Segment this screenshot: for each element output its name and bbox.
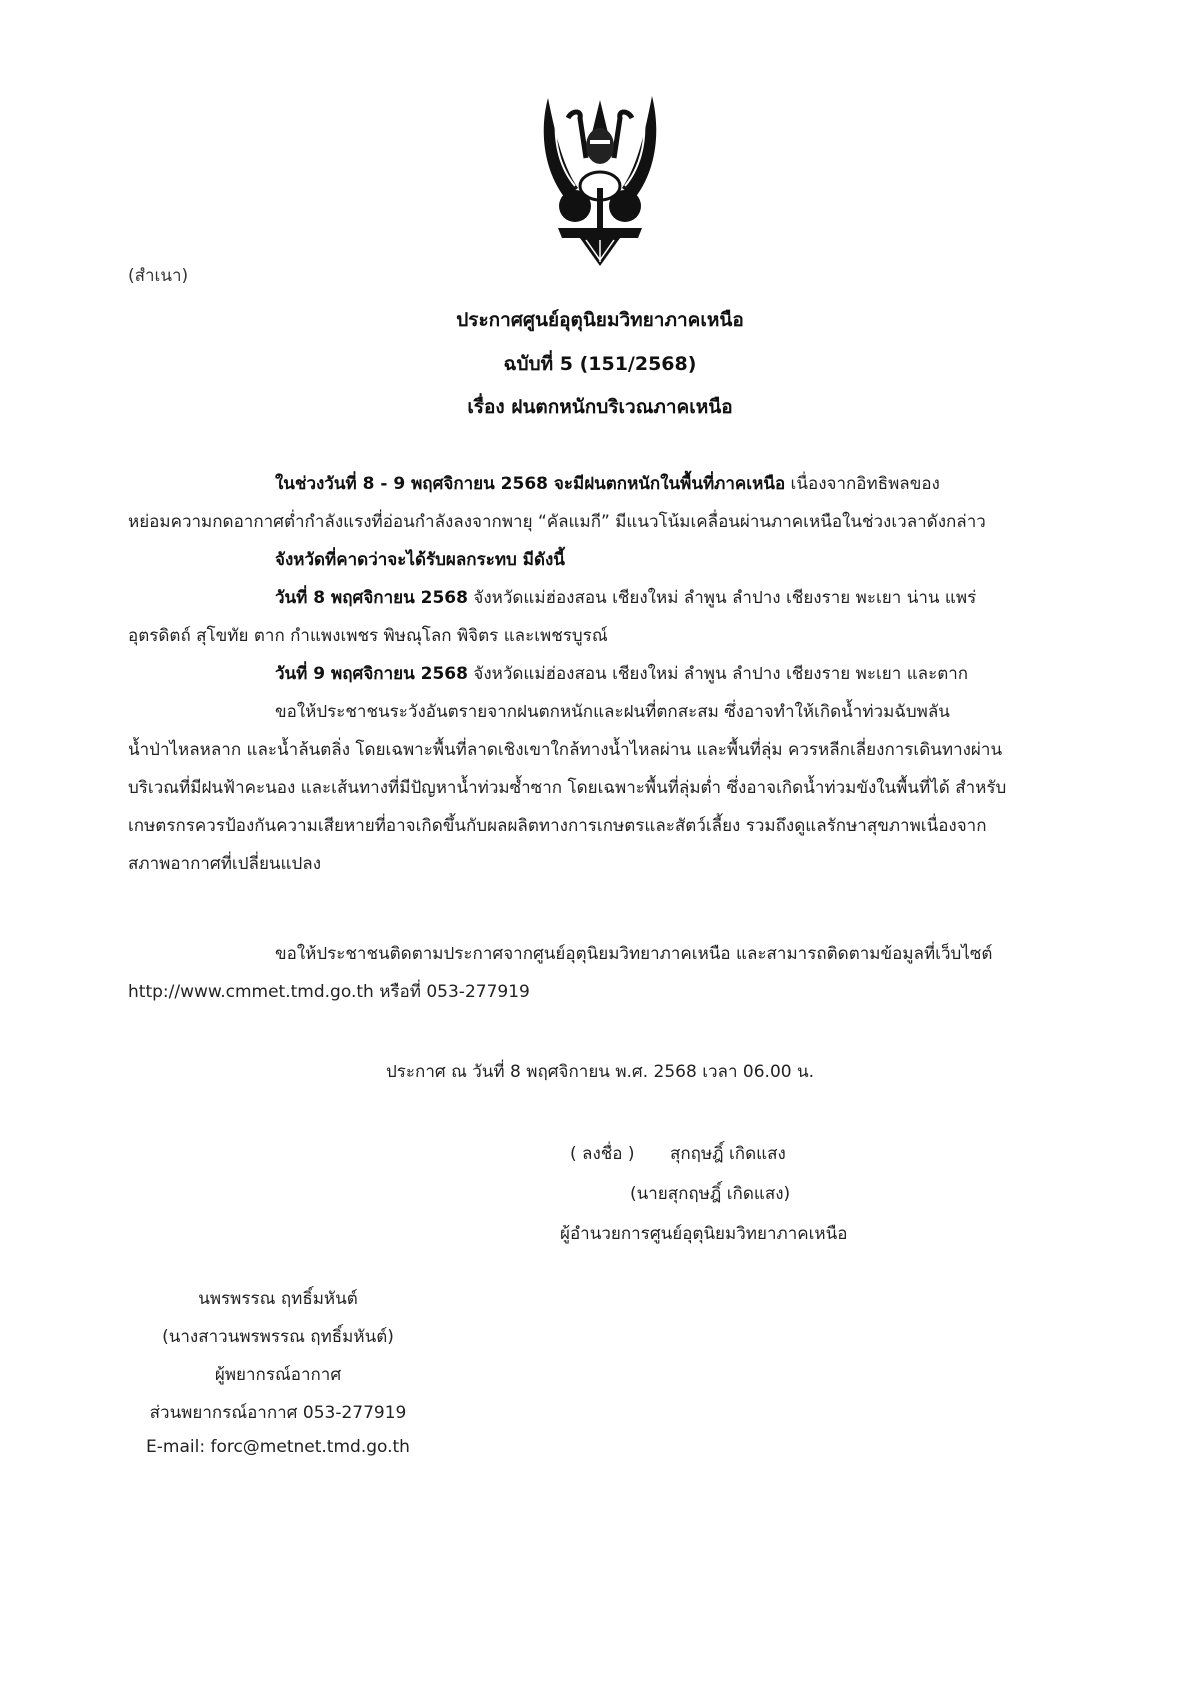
- day2-label: วันที่ 9 พฤศจิกายน 2568: [275, 664, 468, 684]
- day2-line: [275, 660, 968, 687]
- intro-rest: เนื่องจากอิทธิพลของ: [785, 474, 940, 494]
- warning-line: บริเวณที่มีฝนฟ้าคะนอง และเส้นทางที่มีปัญหาน้ำท่วมซ้ำซาก โดยเฉพาะพื้นที่ลุ่มต่ำ ซึ่งอาจเกิดน้ำท่วมขังในพื้นที่ได้ สำหรับ: [128, 778, 1007, 798]
- signer-full-name: (นายสุกฤษฎิ์ เกิดแสง): [630, 1184, 791, 1204]
- garuda-emblem-icon: [520, 88, 680, 268]
- affected-heading: จังหวัดที่คาดว่าจะได้รับผลกระทบ มีดังนี้: [275, 550, 565, 570]
- website-link[interactable]: http://www.cmmet.tmd.go.th: [128, 982, 374, 1002]
- announcement-title: ประกาศศูนย์อุตุนิยมวิทยาภาคเหนือ: [456, 309, 744, 331]
- forecaster-full-name: (นางสาวนพรพรรณ ฤทธิ์มหันต์): [162, 1327, 394, 1347]
- forecaster-role: ผู้พยากรณ์อากาศ: [214, 1365, 342, 1385]
- day1-provinces: จังหวัดแม่ฮ่องสอน เชียงใหม่ ลำพูน ลำปาง เชียงราย พะเยา น่าน แพร่: [467, 588, 977, 608]
- intro-line-1: [275, 470, 940, 497]
- forecaster-name: นพรพรรณ ฤทธิ์มหันต์: [198, 1289, 358, 1309]
- day2-provinces: จังหวัดแม่ฮ่องสอน เชียงใหม่ ลำพูน ลำปาง เชียงราย พะเยา และตาก: [467, 664, 969, 684]
- forecaster-department-phone: ส่วนพยากรณ์อากาศ 053-277919: [149, 1403, 407, 1423]
- signer-position: ผู้อำนวยการศูนย์อุตุนิยมวิทยาภาคเหนือ: [560, 1224, 848, 1244]
- signed-label: ( ลงชื่อ ): [570, 1144, 635, 1164]
- phone-text: หรือที่ 053-277919: [373, 982, 530, 1002]
- intro-line-2: หย่อมความกดอากาศต่ำกำลังแรงที่อ่อนกำลังลงจากพายุ “คัลแมกี” มีแนวโน้มเคลื่อนผ่านภาคเหนือในช่วงเวลาดังกล่าว: [128, 512, 986, 532]
- follow-line: ขอให้ประชาชนติดตามประกาศจากศูนย์อุตุนิยมวิทยาภาคเหนือ และสามารถติดตามข้อมูลที่เว็บไซต์: [275, 944, 993, 964]
- announcement-number: ฉบับที่ 5 (151/2568): [503, 353, 697, 375]
- intro-bold: ในช่วงวันที่ 8 - 9 พฤศจิกายน 2568 จะมีฝนตกหนักในพื้นที่ภาคเหนือ: [275, 474, 786, 494]
- warning-line: สภาพอากาศที่เปลี่ยนแปลง: [128, 854, 321, 874]
- day1-line: [275, 584, 976, 611]
- warning-line: น้ำป่าไหลหลาก และน้ำล้นตลิ่ง โดยเฉพาะพื้นที่ลาดเชิงเขาใกล้ทางน้ำไหลผ่าน และพื้นที่ลุ่ม ควรหลีกเลี่ยงการเดินทางผ่าน: [128, 740, 1003, 760]
- day1-label: วันที่ 8 พฤศจิกายน 2568: [275, 588, 468, 608]
- copy-mark: (สำเนา): [128, 266, 189, 286]
- warning-line: ขอให้ประชาชนระวังอันตรายจากฝนตกหนักและฝนที่ตกสะสม ซึ่งอาจทำให้เกิดน้ำท่วมฉับพลัน: [275, 702, 950, 722]
- signed-name: สุกฤษฎิ์ เกิดแสง: [670, 1144, 786, 1164]
- forecaster-email[interactable]: E-mail: forc@metnet.tmd.go.th: [146, 1437, 410, 1457]
- warning-line: เกษตรกรควรป้องกันความเสียหายที่อาจเกิดขึ้นกับผลผลิตทางการเกษตรและสัตว์เลี้ยง รวมถึงดูแลรักษาสุขภาพเนื่องจาก: [128, 816, 987, 836]
- issued-date: ประกาศ ณ วันที่ 8 พฤศจิกายน พ.ศ. 2568 เวลา 06.00 น.: [385, 1062, 815, 1082]
- website-line: [128, 978, 530, 1005]
- announcement-subject: เรื่อง ฝนตกหนักบริเวณภาคเหนือ: [467, 396, 733, 418]
- day1-provinces-line-2: อุตรดิตถ์ สุโขทัย ตาก กำแพงเพชร พิษณุโลก พิจิตร และเพชรบูรณ์: [128, 626, 608, 646]
